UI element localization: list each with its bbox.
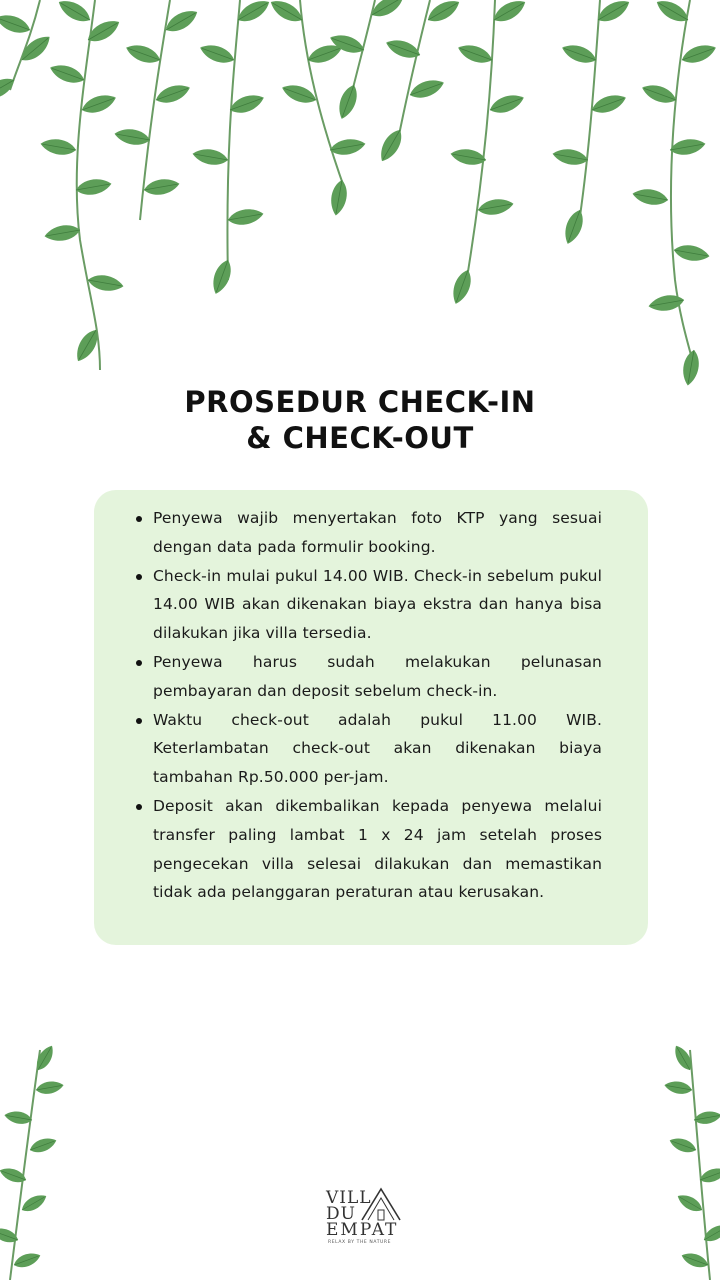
rule-item-2: Check-in mulai pukul 14.00 WIB. Check-in sebelum pukul 14.00 WIB akan dikenakan biaya ekstra dan hanya bisa dilakukan jika villa tersedia.	[134, 562, 602, 648]
rule-item-5: Deposit akan dikembalikan kepada penyewa melalui transfer paling lambat 1 x 24 jam setelah proses pengecekan villa selesai dilakukan dan memastikan tidak ada pelanggaran peraturan atau kerusakan.	[134, 792, 602, 907]
villa-du-empat-logo	[320, 1184, 410, 1250]
rule-item-3: Penyewa harus sudah melakukan pelunasan pembayaran dan deposit sebelum check-in.	[134, 648, 602, 706]
logo-text-line-3: EMPAT	[326, 1220, 399, 1240]
rules-card	[94, 490, 648, 945]
logo-text-line-1: VILL	[326, 1188, 372, 1208]
rule-item-4: Waktu check-out adalah pukul 11.00 WIB. Keterlambatan check-out akan dikenakan biaya tambahan Rp.50.000 per-jam.	[134, 706, 602, 792]
title-line-2: & CHECK-OUT	[246, 421, 474, 455]
rule-item-1: Penyewa wajib menyertakan foto KTP yang sesuai dengan data pada formulir booking.	[134, 504, 602, 562]
page-title	[0, 384, 720, 456]
leaves-bottom-right-decoration	[630, 1040, 720, 1280]
leaves-bottom-left-decoration	[0, 1040, 90, 1280]
rules-list	[134, 504, 602, 907]
hanging-leaves-top-decoration	[0, 0, 720, 400]
title-line-1: PROSEDUR CHECK-IN	[184, 385, 536, 419]
logo-text-line-2: DU	[326, 1204, 356, 1224]
logo-tagline: RELAX BY THE NATURE	[328, 1240, 392, 1245]
